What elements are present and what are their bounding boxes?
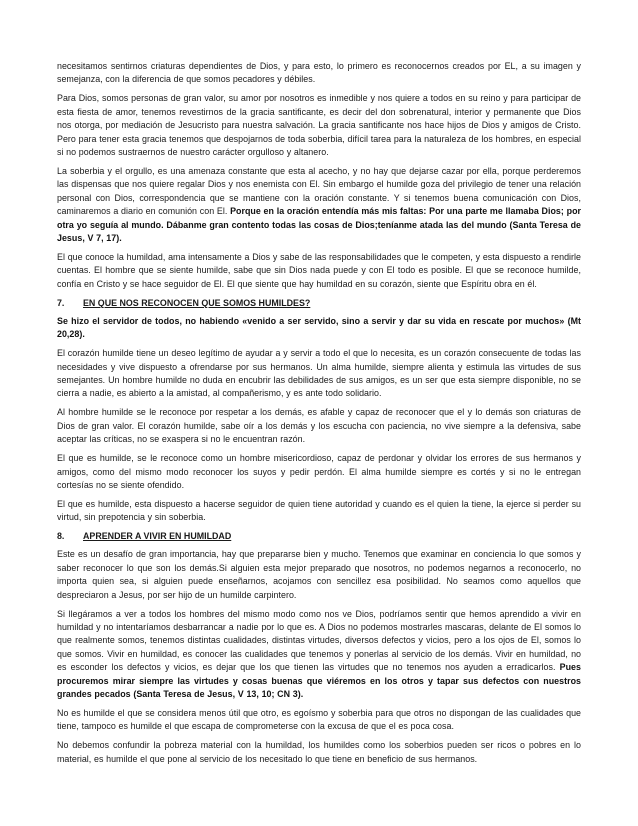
paragraph-misericordioso	[57, 452, 581, 492]
paragraph-como-dios	[57, 608, 581, 702]
paragraph-text: Al hombre humilde se le reconoce por respetar a los demás, es afable y capaz de reconocer que el y lo demás son criaturas de Dios de gran valor. El corazón humilde, sabe oír a los demás y los escucha con paciencia, no vive siempre a la defensiva, sabe aceptar las críticas, no se exaspera si no le encuentran razón.	[57, 407, 581, 445]
paragraph-respeto	[57, 406, 581, 446]
paragraph-text: El corazón humilde tiene un deseo legítimo de ayudar a y servir a todo el que lo necesita, es un corazón consecuente de todas las necesidades y vive dispuesto a ofrendarse por sus hermanos. Un alma humilde, siempre alienta y estimula las virtudes de sus semejantes. Un hombre humilde no duda en encubrir las debilidades de sus amigos, es un ser que esta siempre disponible, no se cierra a nadie, es abierto a la amistad, al compañerismo, y es ante todo solidario.	[57, 348, 581, 399]
section-heading-7	[57, 297, 581, 310]
paragraph-no-es-humilde	[57, 707, 581, 734]
paragraph-text: Si llegáramos a ver a todos los hombres del mismo modo como nos ve Dios, podríamos sentir que hemos aprendido a vivir en humildad y no intentaríamos desbarrancar a nadie por lo que es. A Dios no podemos mostrarles mascaras, delante de El somos lo que realmente somos, tenemos distintas cualidades, distintas virtudes, diversos defectos y vicios, pero a los ojos de El, somos lo que somos. Vivir en humildad, es conocer las cualidades que tenemos y ponerlas al servicio de los demás. Vivir en humildad, no es esconder los defectos y vicios, es dejar que los que tienen las virtudes que no tenemos nos ayuden a erradicarlos.	[57, 608, 581, 673]
paragraph-text: El que es humilde, se le reconoce como un hombre misericordioso, capaz de perdonar y olvidar los errores de sus hermanos y amigos, como del mismo modo reconocer los suyos y pedir perdón. El alma humilde siempre es cortés y si no le entregan cortesías no se siente ofendido.	[57, 453, 581, 491]
paragraph-text: No debemos confundir la pobreza material con la humildad, los humildes como los soberbios pueden ser ricos o pobres en lo material, es humilde el que pone al servicio de los necesitado lo que tiene en beneficio de sus hermanos.	[57, 740, 581, 764]
paragraph-quote: Pues procuremos mirar siempre las virtudes y cosas buenas que viéremos en los otros y tapar sus defectos con nuestros grandes pecados (Santa Teresa de Jesus, V 13, 10; CN 3).	[57, 662, 581, 699]
paragraph-quote: Porque en la oración entendía más mis faltas: Por una parte me llamaba Dios; por otra yo seguía al mundo. Dábanme gran contento todas las cosas de Dios;teníanme atada las del mundo (Santa Teresa de Jesus, V 7, 17).	[57, 206, 581, 244]
section-title: EN QUE NOS RECONOCEN QUE SOMOS HUMILDES?	[83, 297, 311, 308]
paragraph-corazon-humilde	[57, 347, 581, 401]
paragraph-intro	[57, 60, 581, 87]
paragraph-text: La soberbia y el orgullo, es una amenaza constante que esta al acecho, y no hay que dejarse cazar por ella, porque perderemos las dispensas que nos quiere regalar Dios y nos enemista con El. Sin embargo el humilde goza del privilegio de tener una relación personal con Dios, correspondencia que se mantiene con la oración constante. Y si tenemos buena comunicación con Dios, caminaremos a diario en comunión con El.	[57, 166, 581, 217]
paragraph-text: necesitamos sentirnos criaturas dependientes de Dios, y para esto, lo primero es reconocernos creados por EL, a su imagen y semejanza, con la diferencia de que somos pecadores y débiles.	[57, 61, 581, 85]
paragraph-text: Para Dios, somos personas de gran valor, su amor por nosotros es inmedible y nos quiere a todos en su reino y para participar de esta fiesta de amor, tenemos revestirnos de la gracia santificante, es decir del don sobrenatural, interior y permanente que Dios nos otorga, por mediación de Jesucristo para nuestra salvación. La gracia santificante nos hace hijos de Dios y amigos de Cristo. Pero para tener esta gracia tenemos que despojarnos de toda soberbia, difícil tarea para la naturaleza de los hombres, en especial si no podemos sustraernos de nuestro carácter orgulloso y altanero.	[57, 93, 581, 158]
section-number: 7.	[57, 297, 65, 308]
paragraph-text: El que es humilde, esta dispuesto a hacerse seguidor de quien tiene autoridad y cuando es el quien la tiene, la ejerce si perder su virtud, sin prepotencia y sin soberbia.	[57, 499, 581, 523]
paragraph-servidor	[57, 315, 581, 342]
paragraph-pobreza	[57, 739, 581, 766]
section-heading-8	[57, 530, 581, 543]
paragraph-conoce-humildad	[57, 251, 581, 291]
section-title: APRENDER A VIVIR EN HUMILDAD	[83, 531, 232, 542]
paragraph-gracia	[57, 92, 581, 159]
section-number: 8.	[57, 531, 65, 542]
paragraph-autoridad	[57, 498, 581, 525]
paragraph-text: El que conoce la humildad, ama intensamente a Dios y sabe de las responsabilidades que le competen, y esta dispuesto a rendirle cuentas. El hombre que se siente humilde, sabe que sin Dios nada puede y con El todo es posible. El que se reconoce humilde, confía en Cristo y se hace seguidor de El. El que siente que hay humildad en su corazón, siente que Espíritu obra en él.	[57, 252, 581, 289]
paragraph-text: No es humilde el que se considera menos útil que otro, es egoísmo y soberbia para que otros no dispongan de las cualidades que tiene, tampoco es humilde el que escapa de comprometerse con la excusa de que el es poca cosa.	[57, 708, 581, 732]
paragraph-soberbia	[57, 165, 581, 245]
paragraph-text: Este es un desafío de gran importancia, hay que prepararse bien y mucho. Tenemos que examinar en conciencia lo que somos y saber reconocer lo que son los demás.Si alguien esta mejor preparado que nosotros, no podemos negarnos a reconocerlo, no importa quien sea, si alguien puede enseñarnos, acojamos con sencillez esa posibilidad. No seamos como aquellos que despreciaron a Jesus, por ser hijo de un humilde carpintero.	[57, 549, 581, 600]
paragraph-quote: Se hizo el servidor de todos, no habiendo «venido a ser servido, sino a servir y dar su vida en rescate por muchos» (Mt 20,28).	[57, 315, 581, 340]
paragraph-desafio	[57, 548, 581, 602]
